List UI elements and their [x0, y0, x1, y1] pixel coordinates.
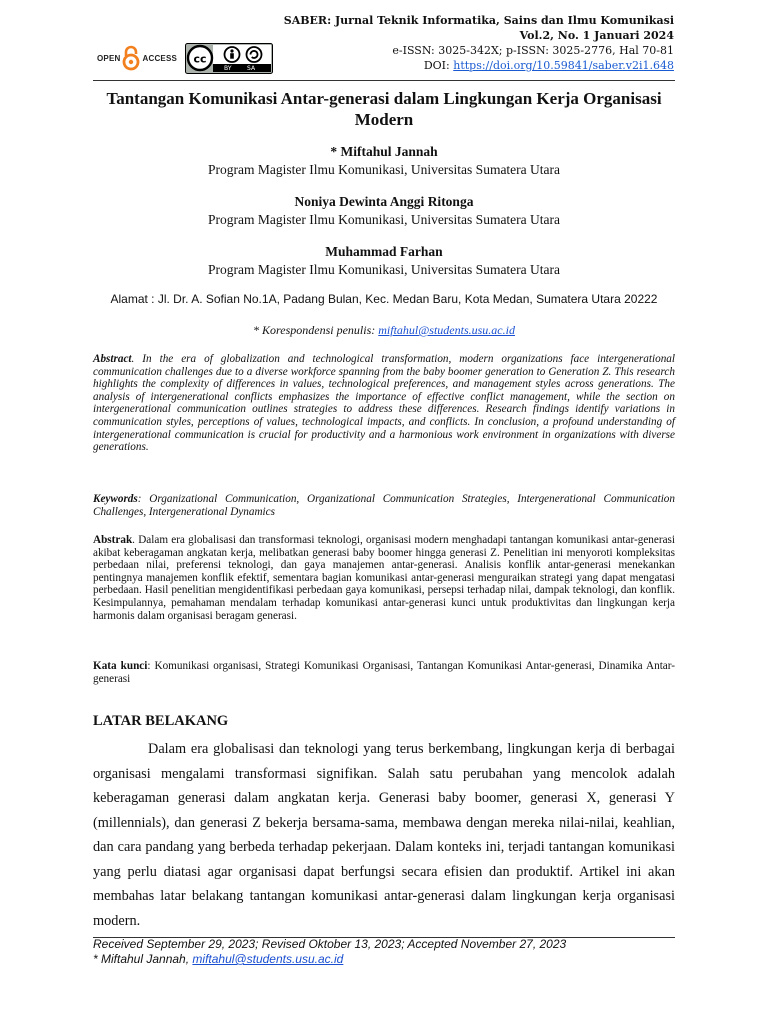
- open-access-left-text: OPEN: [97, 53, 121, 63]
- correspondence-email-link[interactable]: miftahul@students.usu.ac.id: [378, 323, 515, 337]
- cc-by-sa-badge: [185, 43, 273, 74]
- author-affiliation: Program Magister Ilmu Komunikasi, Universitas Sumatera Utara: [207, 212, 561, 227]
- author-affiliation: Program Magister Ilmu Komunikasi, Universitas Sumatera Utara: [207, 262, 561, 277]
- header-divider: [93, 80, 675, 81]
- abstrak-text: . Dalam era globalisasi dan transformasi teknologi, organisasi modern menghadapi tantangan komunikasi antar-generasi akibat keberagaman angkatan kerja, melibatkan generasi baby boomer hingga generasi Z. Penelitian ini menyoroti kompleksitas perbedaan nilai, preferensi teknologi, dan gaya manajemen antar-generasi. Analisis konflik antar-generasi menekankan pentingnya manajemen konflik efektif, sementara bagian komunikasi antar-generasi menguraikan strategi yang dapat mengatasi perbedaan. Hasil penelitian mengidentifikasi perbedaan gaya komunikasi, persepsi terhadap nilai, dampak teknologi, dan konflik. Kesimpulannya, pemahaman mendalam terhadap komunikasi antar-generasi kunci untuk produktivitas dan lingkungan kerja harmonis dalam organisasi beragam generasi.: [93, 534, 675, 622]
- footer-author: [93, 952, 566, 967]
- author-block: [93, 143, 675, 179]
- author-name: * Miftahul Jannah: [330, 144, 438, 159]
- open-access-right-text: ACCESS: [142, 53, 178, 63]
- received-dates: Received September 29, 2023; Revised Oktober 13, 2023; Accepted November 27, 2023: [93, 937, 567, 951]
- license-logos: [97, 42, 273, 74]
- author-affiliation: Program Magister Ilmu Komunikasi, Universitas Sumatera Utara: [207, 162, 561, 177]
- correspondence: [93, 323, 675, 338]
- author-address: Alamat : Jl. Dr. A. Sofian No.1A, Padang Bulan, Kec. Medan Baru, Kota Medan, Sumatera Utara 20222: [110, 292, 658, 306]
- abstract-text: . In the era of globalization and technological transformation, modern organizations face intergenerational communication challenges due to a diverse workforce spanning from the baby boomer generation to Generation Z. This research highlights the complexity of differences in values, technological preferences, and management styles across generations. The analysis of intergenerational conflicts emphasizes the importance of effective conflict management, while the section on intergenerational communication outlines strategies to address these differences. Research findings identify variations in communication styles, perceptions of values, technological impacts, and conflicts. In conclusion, a profound understanding of intergenerational communication is crucial for productivity and a harmonious work environment in organizations with diverse generations.: [93, 353, 675, 454]
- author-name: Noniya Dewinta Anggi Ritonga: [294, 194, 474, 209]
- abstract-indonesian: [93, 534, 675, 622]
- keywords-label: Keywords: [93, 493, 138, 505]
- open-access-lock-icon: [122, 45, 140, 71]
- journal-doi: [284, 58, 674, 73]
- author-block: [93, 243, 675, 279]
- doi-label: DOI:: [423, 59, 450, 72]
- abstrak-label: Abstrak: [93, 534, 133, 546]
- svg-text:cc: cc: [193, 52, 207, 65]
- cc-by-label: BY: [224, 65, 232, 72]
- kata-kunci-label: Kata kunci: [93, 660, 148, 672]
- keywords-text: : Organizational Communication, Organizational Communication Strategies, Intergenerational Communication Challenges, Intergenerational Dynamics: [93, 493, 675, 518]
- journal-name: SABER: Jurnal Teknik Informatika, Sains dan Ilmu Komunikasi: [283, 14, 674, 27]
- footer-author-name: * Miftahul Jannah,: [93, 952, 193, 966]
- open-access-logo: [97, 45, 177, 71]
- journal-volume: Vol.2, No. 1 Januari 2024: [519, 29, 674, 42]
- author-block: [93, 193, 675, 229]
- abstract-label: Abstract: [93, 353, 132, 365]
- section-heading: LATAR BELAKANG: [93, 713, 229, 729]
- page-footer: [93, 937, 566, 967]
- author-name: Muhammad Farhan: [325, 244, 443, 259]
- keywords-indonesian: [93, 660, 675, 686]
- body-paragraph: Dalam era globalisasi dan teknologi yang terus berkembang, lingkungan kerja di berbagai organisasi mengalami transformasi signifikan. Salah satu perubahan yang mencolok adalah keberagaman generasi dalam angkatan kerja. Generasi baby boomer, generasi X, generasi Y (millennials), dan generasi Z bekerja bersama-sama, membawa dengan mereka nilai-nilai, keahlian, dan cara pandang yang berbeda terhadap pekerjaan. Dalam konteks ini, terjadi tantangan komunikasi yang perlu diatasi agar organisasi dapat berfungsi secara efisien dan produktif. Artikel ini akan membahas latar belakang tantangan komunikasi antar-generasi dalam lingkungan kerja organisasi modern.: [93, 741, 675, 929]
- footer-email-link[interactable]: miftahul@students.usu.ac.id: [192, 952, 344, 966]
- kata-kunci-text: : Komunikasi organisasi, Strategi Komunikasi Organisasi, Tantangan Komunikasi Antar-generasi, Dinamika Antar-generasi: [93, 660, 675, 685]
- doi-link[interactable]: https://doi.org/10.59841/saber.v2i1.648: [453, 59, 674, 72]
- keywords-english: [93, 493, 675, 519]
- paper-title: Tantangan Komunikasi Antar-generasi dalam Lingkungan Kerja Organisasi Modern: [106, 89, 662, 129]
- abstract-english: [93, 353, 675, 454]
- cc-sa-label: SA: [247, 65, 256, 72]
- journal-info: [284, 13, 674, 73]
- journal-issn: e-ISSN: 3025-342X; p-ISSN: 3025-2776, Hal 70-81: [392, 44, 674, 57]
- correspondence-label: * Korespondensi penulis:: [253, 323, 379, 337]
